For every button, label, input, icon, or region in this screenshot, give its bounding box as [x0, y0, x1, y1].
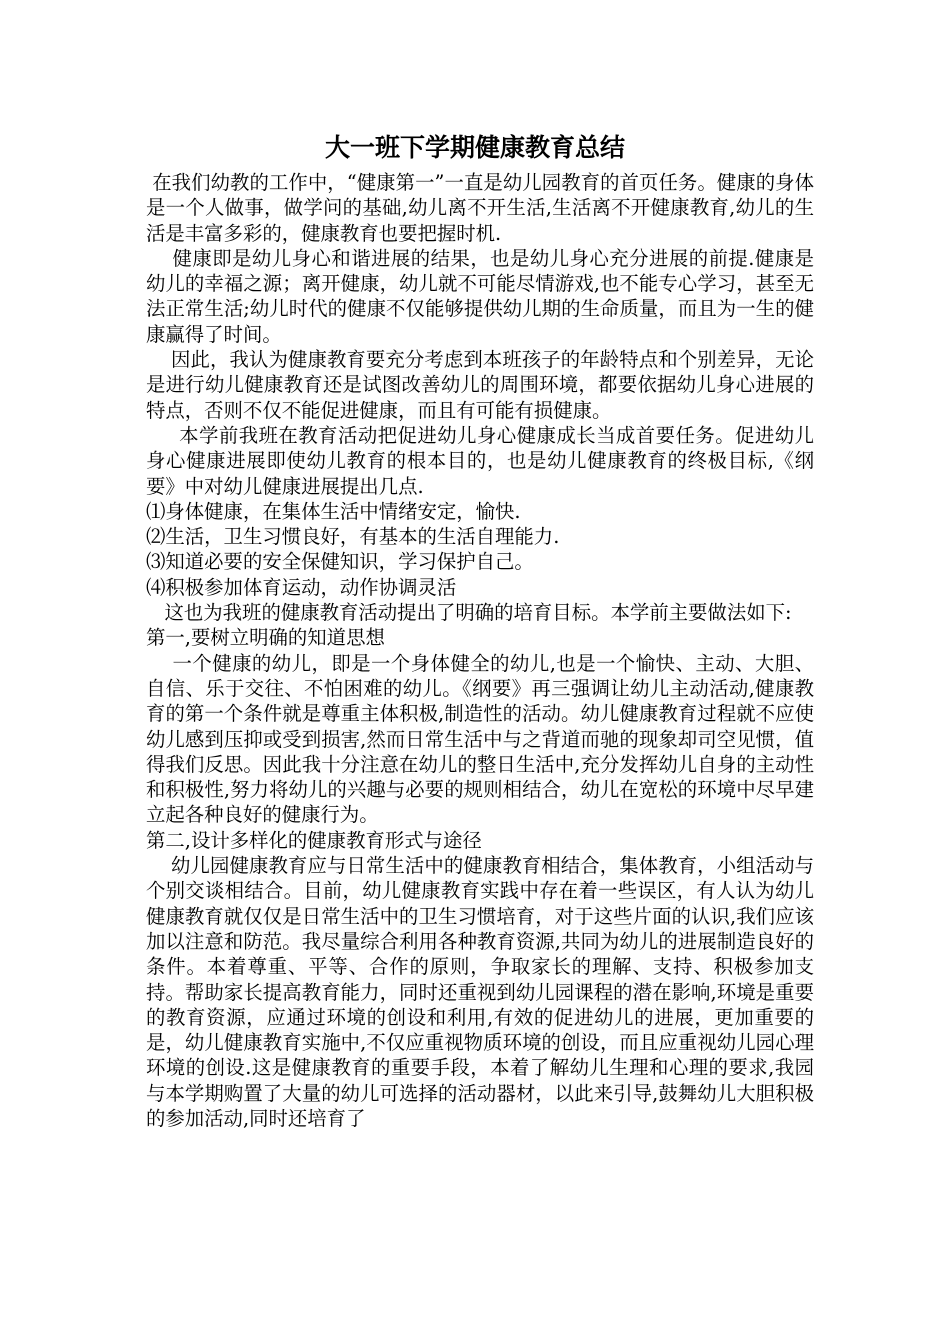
paragraph: 因此，我认为健康教育要充分考虑到本班孩子的年龄特点和个别差异，无论是进行幼儿健康教育还是试图改善幼儿的周围环境，都要依据幼儿身心进展的特点，否则不仅不能促进健康，而且有可能有损健康。 — [146, 348, 815, 422]
goal-item: ⑶知道必要的安全保健知识，学习保护自己。 — [146, 550, 534, 574]
goal-item: ⑵生活，卫生习惯良好，有基本的生活自理能力. — [146, 525, 560, 549]
section-heading: 第二,设计多样化的健康教育形式与途径 — [146, 828, 482, 852]
document-body — [146, 170, 814, 1131]
document-title: 大一班下学期健康教育总结 — [324, 133, 625, 162]
paragraph: 健康即是幼儿身心和谐进展的结果，也是幼儿身心充分进展的前提.健康是幼儿的幸福之源；离开健康，幼儿就不可能尽情游戏,也不能专心学习，甚至无法正常生活;幼儿时代的健康不仅能够提供幼儿期的生命质量，而且为一生的健康赢得了时间。 — [146, 246, 814, 346]
paragraph: 本学前我班在教育活动把促进幼儿身心健康成长当成首要任务。促进幼儿身心健康进展即使幼儿教育的根本目的，也是幼儿健康教育的终极目标,《纲要》中对幼儿健康进展提出几点. — [146, 423, 814, 498]
paragraph: 这也为我班的健康教育活动提出了明确的培育目标。本学前主要做法如下: — [146, 601, 792, 625]
paragraph: 在我们幼教的工作中，“健康第一”一直是幼儿园教育的首页任务。健康的身体是一个人做事，做学问的基础,幼儿离不开生活,生活离不开健康教育,幼儿的生活是丰富多彩的，健康教育也要把握时机. — [146, 171, 814, 245]
paragraph: 一个健康的幼儿，即是一个身体健全的幼儿,也是一个愉快、主动、大胆、自信、乐于交往、不怕困难的幼儿。《纲要》再三强调让幼儿主动活动,健康教育的第一个条件就是尊重主体积极,制造性的活动。幼儿健康教育过程就不应使幼儿感到压抑或受到损害,然而日常生活中与之背道而驰的现象却司空见惯，值得我们反思。因此我十分注意在幼儿的整日生活中,充分发挥幼儿自身的主动性和积极性,努力将幼儿的兴趣与必要的规则相结合，幼儿在宽松的环境中尽早建立起各种良好的健康行为。 — [146, 651, 814, 827]
goal-item: ⑷积极参加体育运动，动作协调灵活 — [146, 575, 457, 599]
goal-item: ⑴身体健康，在集体生活中情绪安定，愉快. — [146, 499, 521, 523]
section-heading: 第一,要树立明确的知道思想 — [146, 626, 385, 650]
paragraph: 幼儿园健康教育应与日常生活中的健康教育相结合，集体教育，小组活动与个别交谈相结合。目前，幼儿健康教育实践中存在着一些误区，有人认为幼儿健康教育就仅仅是日常生活中的卫生习惯培育，对于这些片面的认识,我们应该加以注意和防范。我尽量综合利用各种教育资源,共同为幼儿的进展制造良好的条件。本着尊重、平等、合作的原则，争取家长的理解、支持、积极参加支持。帮助家长提高教育能力，同时还重视到幼儿园课程的潜在影响,环境是重要的教育资源，应通过环境的创设和利用,有效的促进幼儿的进展，更加重要的是，幼儿健康教育实施中,不仅应重视物质环境的创设，而且应重视幼儿园心理环境的创设.这是健康教育的重要手段，本着了解幼儿生理和心理的要求,我园与本学期购置了大量的幼儿可选择的活动器材，以此来引导,鼓舞幼儿大胆积极的参加活动,同时还培育了 — [146, 854, 815, 1130]
